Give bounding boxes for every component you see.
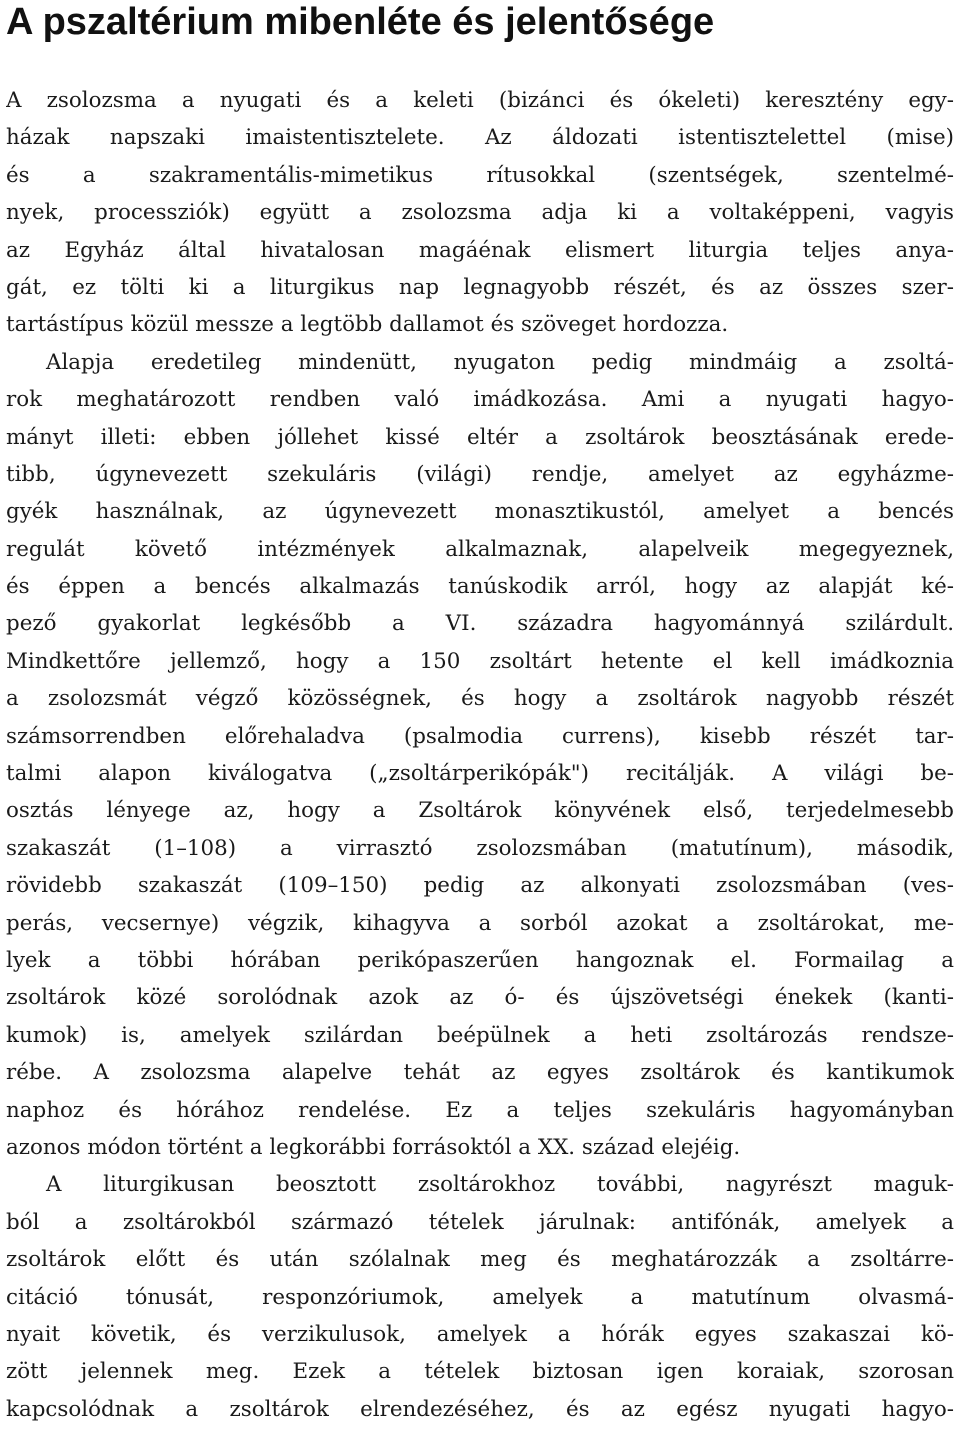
- text-line: mányt illeti: ebben jóllehet kissé eltér a zsoltárok beosztásának erede-: [6, 424, 954, 450]
- text-line: szakaszát (1–108) a virrasztó zsolozsmában (matutínum), második,: [6, 835, 954, 861]
- text-line: lyek a többi hórában perikópaszerűen hangoznak el. Formailag a: [6, 947, 954, 973]
- body-text: [6, 82, 954, 1428]
- text-line: kapcsolódnak a zsoltárok elrendezéséhez, és az egész nyugati hagyo-: [6, 1396, 954, 1422]
- text-line: az Egyház által hivatalosan magáénak elismert liturgia teljes anya-: [6, 237, 954, 263]
- text-line: számsorrendben előrehaladva (psalmodia currens), kisebb részét tar-: [6, 723, 954, 749]
- text-line: tartástípus közül messze a legtöbb dallamot és szöveget hordozza.: [6, 312, 729, 338]
- text-line: tibb, úgynevezett szekuláris (világi) rendje, amelyet az egyházme-: [6, 461, 954, 487]
- text-line: talmi alapon kiválogatva („zsoltárperikópák") recitálják. A világi be-: [6, 761, 954, 787]
- text-line: kumok) is, amelyek szilárdan beépülnek a heti zsoltározás rendsze-: [6, 1022, 954, 1048]
- text-line: perás, vecsernye) végzik, kihagyva a sorból azokat a zsoltárokat, me-: [6, 910, 954, 936]
- text-line: nyait követik, és verzikulusok, amelyek a hórák egyes szakaszai kö-: [6, 1321, 954, 1347]
- text-line: A zsolozsma a nyugati és a keleti (bizánci és ókeleti) keresztény egy-: [6, 88, 954, 113]
- text-line: nyek, processziók) együtt a zsolozsma adja ki a voltaképpeni, vagyis: [6, 200, 954, 226]
- text-line: rok meghatározott rendben való imádkozása. Ami a nyugati hagyo-: [6, 387, 954, 413]
- text-line: rébe. A zsolozsma alapelve tehát az egyes zsoltárok és kantikumok: [6, 1060, 954, 1086]
- text-line: ból a zsoltárokból származó tételek járulnak: antifónák, amelyek a: [6, 1209, 954, 1235]
- text-line: és a szakramentális-mimetikus rítusokkal (szentségek, szentelmé-: [6, 162, 954, 188]
- text-line: zsoltárok közé sorolódnak azok az ó- és újszövetségi énekek (kanti-: [6, 985, 954, 1011]
- text-line: osztás lényege az, hogy a Zsoltárok könyvének első, terjedelmesebb: [6, 798, 954, 824]
- text-line: azonos módon történt a legkorábbi forrásoktól a XX. század elejéig.: [6, 1134, 741, 1160]
- text-line: Mindkettőre jellemző, hogy a 150 zsoltárt hetente el kell imádkoznia: [6, 648, 954, 674]
- text-line: a zsolozsmát végző közösségnek, és hogy a zsoltárok nagyobb részét: [6, 686, 954, 712]
- text-line: naphoz és hórához rendelése. Ez a teljes szekuláris hagyományban: [6, 1097, 954, 1123]
- text-line: házak napszaki imaistentisztelete. Az áldozati istentisztelettel (mise): [6, 125, 954, 151]
- text-line: regulát követő intézmények alkalmaznak, alapelveik megegyeznek,: [6, 536, 954, 562]
- text-line: Alapja eredetileg mindenütt, nyugaton pedig mindmáig a zsoltá-: [46, 349, 954, 375]
- text-line: citáció tónusát, responzóriumok, amelyek a matutínum olvasmá-: [6, 1284, 954, 1310]
- text-line: zsoltárok előtt és után szólalnak meg és meghatározzák a zsoltárre-: [6, 1247, 954, 1273]
- page-title: A pszaltérium mibenléte és jelentősége: [6, 1, 715, 43]
- text-line: zött jelennek meg. Ezek a tételek biztosan igen koraiak, szorosan: [6, 1359, 954, 1385]
- text-line: A liturgikusan beosztott zsoltárokhoz további, nagyrészt maguk-: [46, 1172, 954, 1198]
- text-line: rövidebb szakaszát (109–150) pedig az alkonyati zsolozsmában (ves-: [6, 873, 954, 899]
- text-line: pező gyakorlat legkésőbb a VI. századra hagyománnyá szilárdult.: [6, 611, 954, 637]
- text-line: gát, ez tölti ki a liturgikus nap legnagyobb részét, és az összes szer-: [6, 274, 954, 300]
- text-line: és éppen a bencés alkalmazás tanúskodik arról, hogy az alapját ké-: [6, 574, 954, 600]
- text-line: gyék használnak, az úgynevezett monasztikustól, amelyet a bencés: [6, 499, 954, 525]
